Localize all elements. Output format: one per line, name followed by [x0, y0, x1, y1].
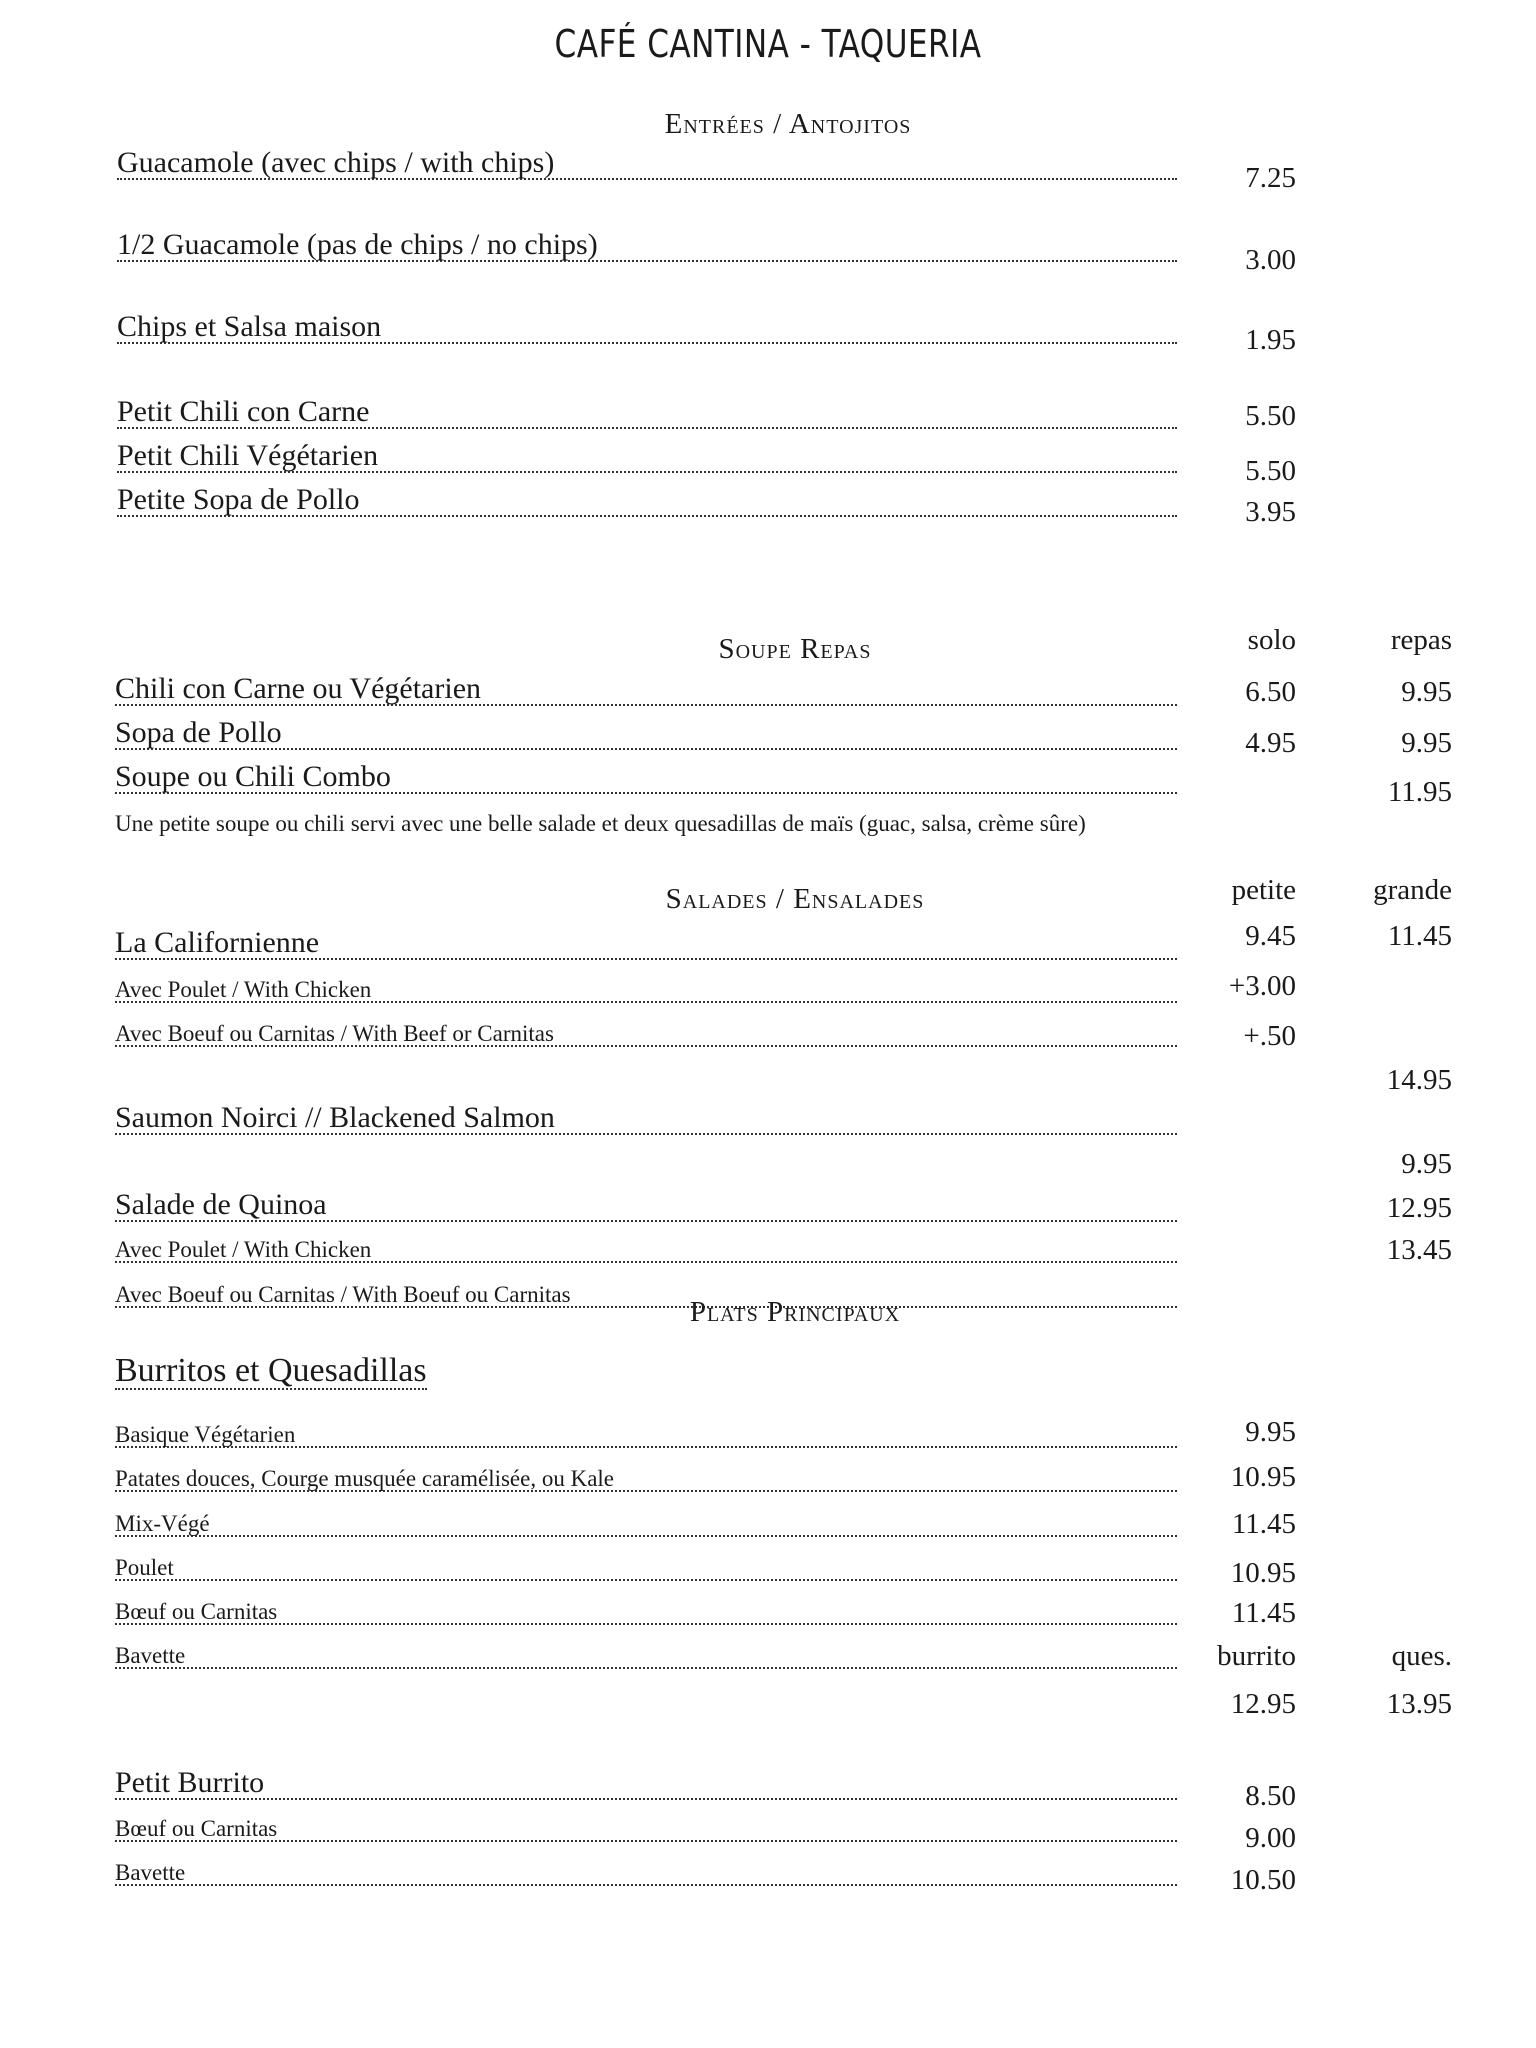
- column-label-ques: ques.: [1391, 1640, 1452, 1672]
- menu-item-chili-con-carne: Chili con Carne ou Végétarien: [115, 674, 1177, 706]
- price-cal-poulet: +3.00: [1228, 970, 1296, 1002]
- column-label-repas: repas: [1390, 624, 1452, 656]
- menu-item-guacamole: Guacamole (avec chips / with chips): [117, 148, 1177, 180]
- menu-item-sopa-pollo: Sopa de Pollo: [115, 718, 1177, 750]
- menu-item-poulet: Poulet: [115, 1556, 1177, 1581]
- price-patates-douces: 10.95: [1230, 1461, 1296, 1493]
- price-petit-burrito: 8.50: [1245, 1780, 1296, 1812]
- price-chili-solo: 6.50: [1245, 676, 1296, 708]
- menu-item-petit-chili-vege: Petit Chili Végétarien: [117, 441, 1177, 473]
- price-bavette-burrito: 12.95: [1230, 1688, 1296, 1720]
- section-heading-salades: Salades / Ensalades: [665, 883, 925, 915]
- price-chips-salsa: 1.95: [1245, 324, 1296, 356]
- column-label-solo: solo: [1247, 624, 1296, 656]
- menu-item-californienne: La Californienne: [115, 928, 1177, 960]
- menu-item-petit-bavette: Bavette: [115, 1861, 1177, 1886]
- combo-description: Une petite soupe ou chili servi avec une belle salade et deux quesadillas de maïs (guac, salsa, crème sûre): [115, 811, 1086, 836]
- price-petit-bavette: 10.50: [1230, 1864, 1296, 1896]
- price-chili-repas: 9.95: [1401, 676, 1452, 708]
- price-mix-vege: 11.45: [1231, 1508, 1296, 1540]
- price-quinoa-boeuf: 13.45: [1386, 1234, 1452, 1266]
- menu-item-mix-vege: Mix-Végé: [115, 1512, 1177, 1537]
- price-half-guacamole: 3.00: [1245, 244, 1296, 276]
- menu-item-petite-sopa: Petite Sopa de Pollo: [117, 485, 1177, 517]
- price-petite-sopa: 3.95: [1245, 496, 1296, 528]
- menu-item-bavette: Bavette: [115, 1644, 1177, 1669]
- price-combo-repas: 11.95: [1387, 776, 1452, 808]
- menu-item-petit-boeuf: Bœuf ou Carnitas: [115, 1817, 1177, 1842]
- price-quinoa-poulet: 12.95: [1386, 1192, 1452, 1224]
- price-sopa-repas: 9.95: [1401, 727, 1452, 759]
- menu-item-patates-douces: Patates douces, Courge musquée caramélisée, ou Kale: [115, 1467, 1177, 1492]
- column-label-burrito: burrito: [1217, 1640, 1296, 1672]
- menu-item-chips-salsa: Chips et Salsa maison: [117, 312, 1177, 344]
- menu-item-cal-poulet: Avec Poulet / With Chicken: [115, 978, 1177, 1003]
- price-cal-boeuf: +.50: [1243, 1020, 1296, 1052]
- price-basique-vege: 9.95: [1245, 1416, 1296, 1448]
- price-poulet: 10.95: [1230, 1557, 1296, 1589]
- price-californienne-grande: 11.45: [1387, 920, 1452, 952]
- menu-item-soupe-combo: Soupe ou Chili Combo: [115, 762, 1177, 794]
- price-quinoa: 9.95: [1401, 1148, 1452, 1180]
- column-label-grande: grande: [1373, 874, 1452, 906]
- menu-item-half-guacamole: 1/2 Guacamole (pas de chips / no chips): [117, 230, 1177, 262]
- menu-title: CAFÉ CANTINA - TAQUERIA: [554, 22, 982, 66]
- section-heading-entrees: Entrées / Antojitos: [664, 108, 912, 140]
- price-californienne-petite: 9.45: [1245, 920, 1296, 952]
- price-petit-boeuf: 9.00: [1245, 1822, 1296, 1854]
- section-heading-soupe: Soupe Repas: [718, 633, 872, 665]
- price-bavette-ques: 13.95: [1386, 1688, 1452, 1720]
- menu-item-quinoa: Salade de Quinoa: [115, 1190, 1177, 1222]
- subheading-burritos: Burritos et Quesadillas: [115, 1352, 427, 1389]
- price-petit-chili-carne: 5.50: [1245, 400, 1296, 432]
- price-sopa-solo: 4.95: [1245, 727, 1296, 759]
- section-heading-plats: Plats Principaux: [689, 1296, 901, 1328]
- menu-item-cal-boeuf: Avec Boeuf ou Carnitas / With Beef or Carnitas: [115, 1022, 1177, 1047]
- menu-item-petit-burrito: Petit Burrito: [115, 1768, 1177, 1800]
- column-label-petite: petite: [1231, 874, 1296, 906]
- price-petit-chili-vege: 5.50: [1245, 455, 1296, 487]
- menu-item-quinoa-boeuf: Avec Boeuf ou Carnitas / With Boeuf ou Carnitas: [115, 1283, 1177, 1308]
- menu-item-quinoa-poulet: Avec Poulet / With Chicken: [115, 1238, 1177, 1263]
- price-guacamole: 7.25: [1245, 162, 1296, 194]
- menu-item-basique-vege: Basique Végétarien: [115, 1423, 1177, 1448]
- price-saumon: 14.95: [1386, 1064, 1452, 1096]
- menu-item-petit-chili-carne: Petit Chili con Carne: [117, 397, 1177, 429]
- menu-item-saumon: Saumon Noirci // Blackened Salmon: [115, 1103, 1177, 1135]
- menu-item-boeuf-carnitas: Bœuf ou Carnitas: [115, 1600, 1177, 1625]
- price-boeuf-carnitas: 11.45: [1231, 1597, 1296, 1629]
